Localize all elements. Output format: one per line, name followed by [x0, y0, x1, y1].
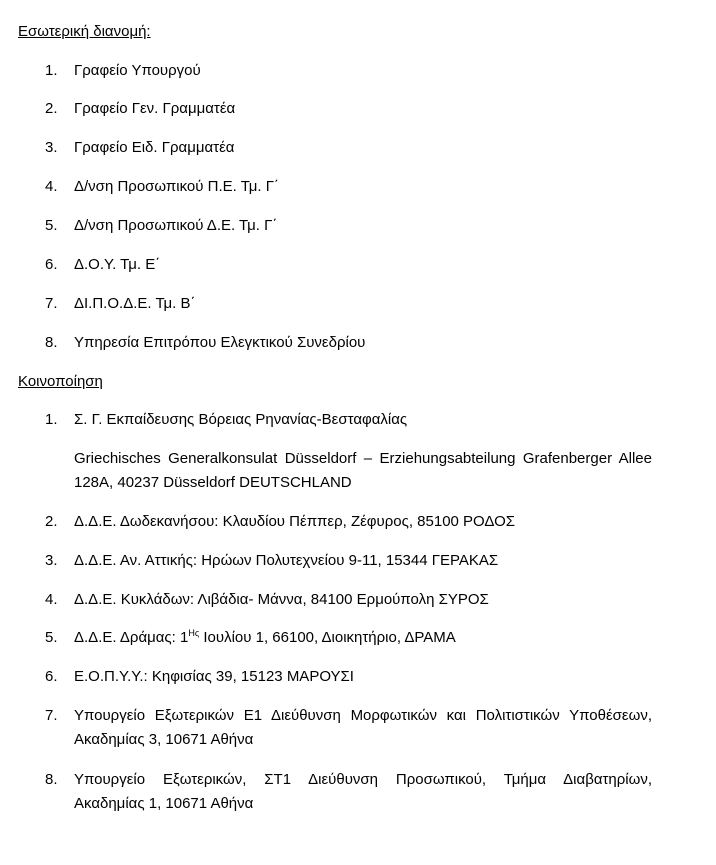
list-number: 7. [45, 707, 58, 724]
list-item-text-block [74, 704, 652, 752]
notification-heading: Κοινοποίηση [18, 373, 103, 390]
text-line: Υπουργείο Εξωτερικών Ε1 Διεύθυνση Μορφωτικών και Πολιτιστικών Υποθέσεων, [74, 707, 652, 724]
list-text: Δ.Δ.Ε. Κυκλάδων: Λιβάδια- Μάννα, 84100 Ερμούπολη ΣΥΡΟΣ [74, 591, 489, 608]
list-number: 2. [45, 513, 58, 530]
list-number: 2. [45, 100, 58, 117]
list-number: 8. [45, 771, 58, 788]
list-text: Δ/νση Προσωπικού Δ.Ε. Τμ. Γ΄ [74, 217, 278, 234]
text-part: Ιουλίου 1, 66100, Διοικητήριο, ΔΡΑΜΑ [199, 629, 456, 646]
list-number: 4. [45, 178, 58, 195]
list-text: Γραφείο Ειδ. Γραμματέα [74, 139, 235, 156]
list-text: Ε.Ο.Π.Υ.Υ.: Κηφισίας 39, 15123 ΜΑΡΟΥΣΙ [74, 668, 354, 685]
list-text: Γραφείο Υπουργού [74, 62, 201, 79]
list-text: Γραφείο Γεν. Γραμματέα [74, 100, 236, 117]
list-number: 3. [45, 552, 58, 569]
text-part: Δ.Δ.Ε. Δράμας: 1 [74, 629, 189, 646]
text-line: Ακαδημίας 3, 10671 Αθήνα [74, 731, 254, 748]
list-text: Υπηρεσία Επιτρόπου Ελεγκτικού Συνεδρίου [74, 334, 366, 351]
text-line: Ακαδημίας 1, 10671 Αθήνα [74, 795, 254, 812]
list-number: 8. [45, 334, 58, 351]
list-number: 4. [45, 591, 58, 608]
list-text: Δ.Δ.Ε. Αν. Αττικής: Ηρώων Πολυτεχνείου 9-11, 15344 ΓΕΡΑΚΑΣ [74, 552, 499, 569]
detail-line: Griechisches Generalkonsulat Düsseldorf – Erziehungsabteilung Grafenberger Allee [74, 450, 652, 467]
list-item-detail [74, 447, 652, 495]
text-line: Υπουργείο Εξωτερικών, ΣΤ1 Διεύθυνση Προσωπικού, Τμήμα Διαβατηρίων, [74, 771, 652, 788]
detail-line: 128A, 40237 Düsseldorf DEUTSCHLAND [74, 474, 352, 491]
list-text: Δ.Δ.Ε. Δωδεκανήσου: Κλαυδίου Πέππερ, Ζέφυρος, 85100 ΡΟΔΟΣ [74, 513, 516, 530]
list-text: Δ.Ο.Υ. Τμ. Ε΄ [74, 256, 161, 273]
list-number: 1. [45, 62, 58, 79]
list-number: 1. [45, 411, 58, 428]
list-number: 5. [45, 217, 58, 234]
list-text: ΔΙ.Π.Ο.Δ.Ε. Τμ. Β΄ [74, 295, 196, 312]
list-text: Σ. Γ. Εκπαίδευσης Βόρειας Ρηνανίας-Βεσταφαλίας [74, 411, 408, 428]
list-number: 5. [45, 629, 58, 646]
superscript-ordinal: Ης [188, 628, 200, 638]
list-number: 3. [45, 139, 58, 156]
list-item-text-block [74, 768, 652, 816]
list-number: 6. [45, 668, 58, 685]
list-number: 6. [45, 256, 58, 273]
list-number: 7. [45, 295, 58, 312]
list-text [74, 628, 456, 648]
list-text: Δ/νση Προσωπικού Π.Ε. Τμ. Γ΄ [74, 178, 279, 195]
internal-distribution-heading: Εσωτερική διανομή: [18, 23, 151, 40]
